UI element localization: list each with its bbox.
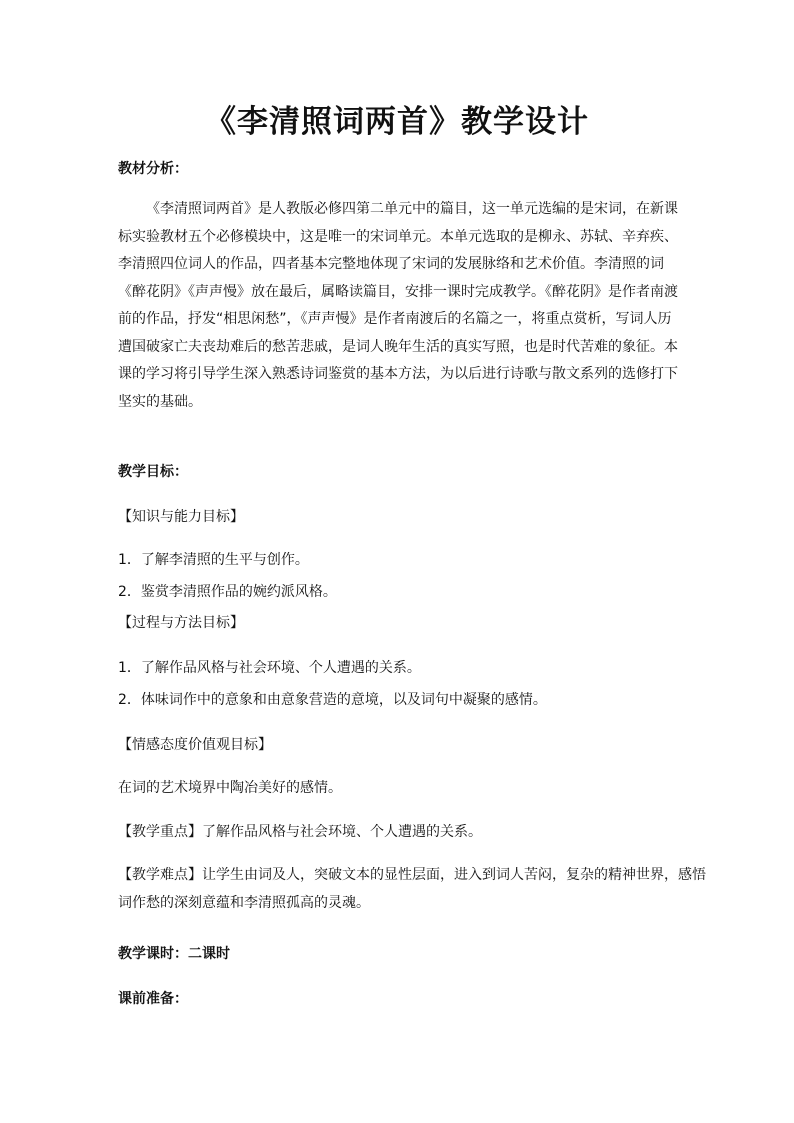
page-title: 《李清照词两首》教学设计 [205,104,589,140]
paragraph-line: 标实验教材五个必修模块中，这是唯一的宋词单元。本单元选取的是柳永、苏轼、辛弃疾、 [118,228,678,245]
teaching-difficult-point [118,862,706,917]
process-goal-item: 2．体味词作中的意象和由意象营造的意境，以及词句中凝聚的感情。 [118,692,547,708]
emotion-goal-text: 在词的艺术境界中陶冶美好的感情。 [118,780,342,796]
knowledge-goal-heading: 【知识与能力目标】 [118,509,244,525]
section-heading-preparation: 课前准备： [118,991,188,1007]
process-goal-heading: 【过程与方法目标】 [118,615,244,631]
knowledge-goal-item: 2．鉴赏李清照作品的婉约派风格。 [118,584,337,600]
class-hours: 教学课时：二课时 [118,946,230,962]
knowledge-goal-item: 1．了解李清照的生平与创作。 [118,552,309,568]
paragraph-line: 《李清照词两首》是人教版必修四第二单元中的篇目，这一单元选编的是宋词，在新课 [146,201,678,217]
paragraph-line: 李清照四位词人的作品，四者基本完整地体现了宋词的发展脉络和艺术价值。李清照的词 [118,256,664,272]
paragraph-line: 《醉花阴》《声声慢》放在最后，属略读篇目，安排一课时完成教学。《醉花阴》是作者南渡 [118,283,678,300]
analysis-paragraph [118,196,678,416]
teaching-key-point: 【教学重点】了解作品风格与社会环境、个人遭遇的关系。 [118,824,482,840]
section-heading-analysis: 教材分析： [118,161,188,177]
paragraph-line: 前的作品，抒发“相思闲愁”，《声声慢》是作者南渡后的名篇之一，将重点赏析，写词人历 [118,311,672,327]
paragraph-line: 【教学难点】让学生由词及人，突破文本的显性层面，进入到词人苦闷，复杂的精神世界，感悟 [118,867,706,883]
paragraph-line: 词作愁的深刻意蕴和李清照孤高的灵魂。 [118,894,370,911]
paragraph-line: 坚实的基础。 [118,393,202,410]
emotion-goal-heading: 【情感态度价值观目标】 [118,737,272,753]
process-goal-item: 1．了解作品风格与社会环境、个人遭遇的关系。 [118,660,421,676]
paragraph-line: 遭国破家亡夫丧劫难后的愁苦悲戚，是词人晚年生活的真实写照，也是时代苦难的象征。本 [118,338,678,355]
paragraph-line: 课的学习将引导学生深入熟悉诗词鉴赏的基本方法，为以后进行诗歌与散文系列的选修打下 [118,366,678,382]
section-heading-goals: 教学目标： [118,464,188,480]
